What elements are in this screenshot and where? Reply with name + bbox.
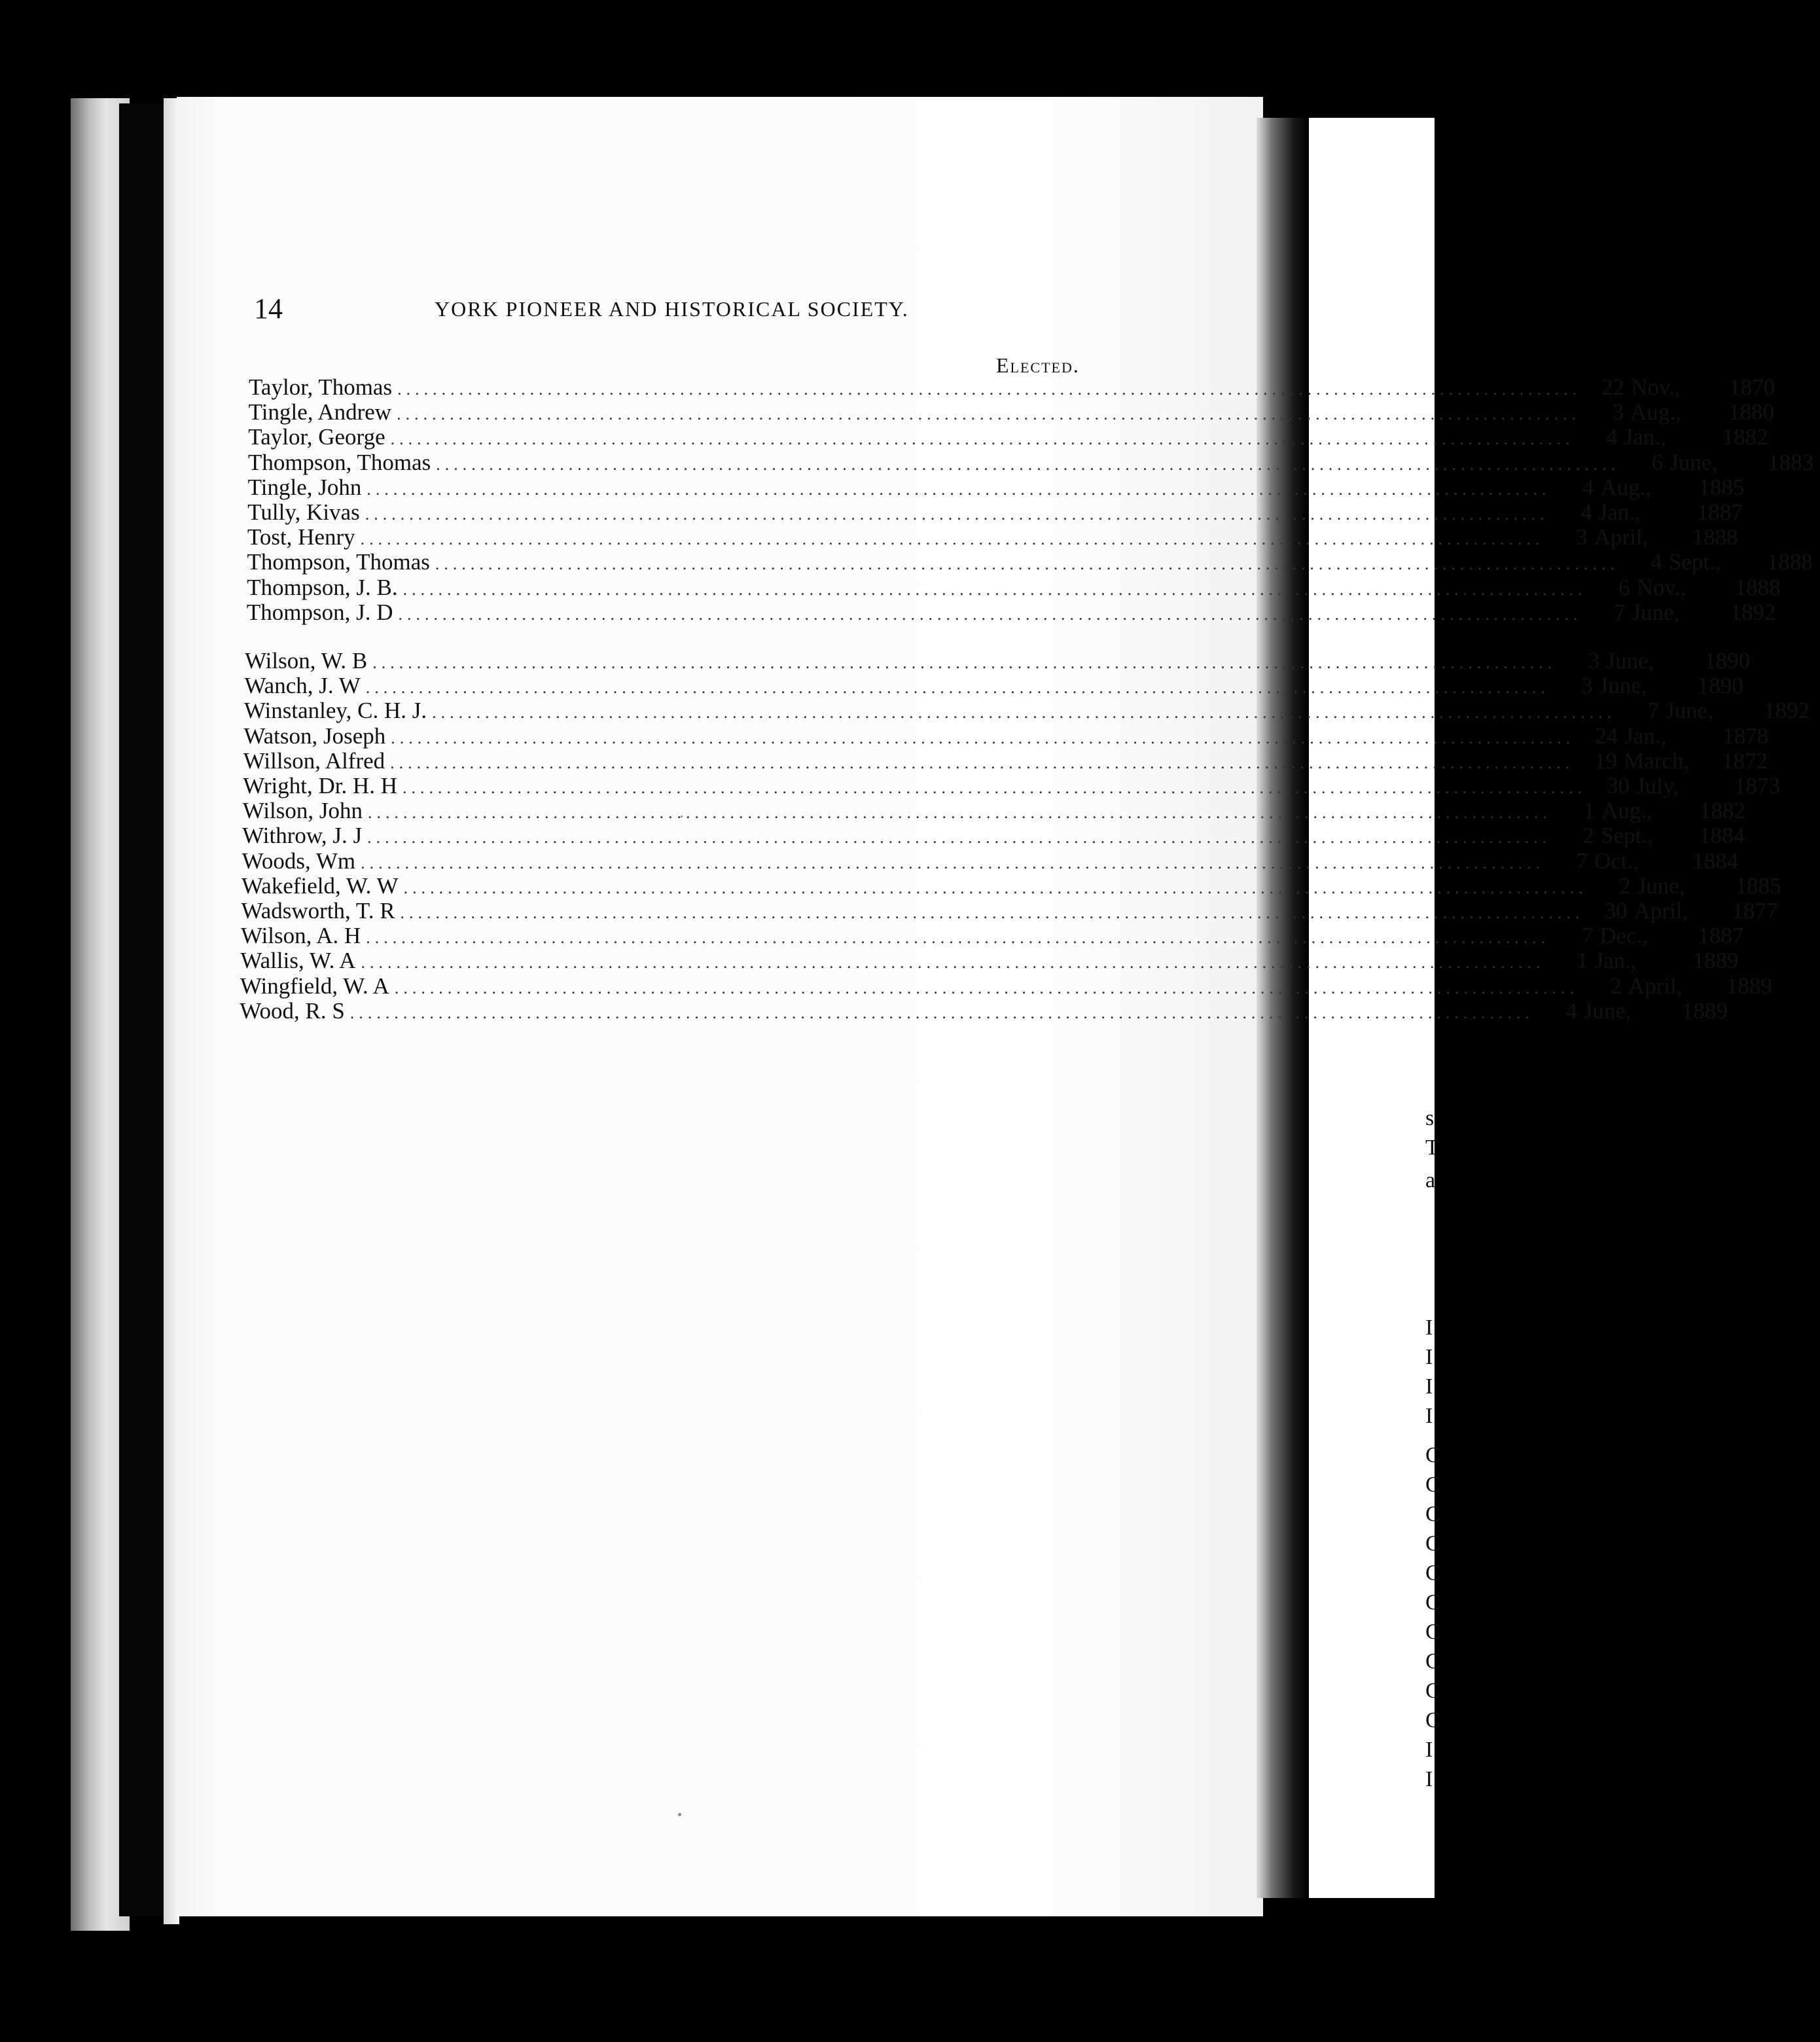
member-name: Wadsworth, T. R xyxy=(241,898,395,923)
elected-year: 1884 xyxy=(1692,848,1739,874)
leader-dots xyxy=(361,953,1544,973)
elected-day: 3 xyxy=(1612,399,1624,425)
member-row xyxy=(247,574,1781,601)
elected-day: 4 xyxy=(1650,549,1662,575)
elected-year: 1888 xyxy=(1734,574,1781,600)
leader-dots xyxy=(403,580,1587,600)
elected-year: 1872 xyxy=(1722,747,1768,774)
member-row xyxy=(247,449,1814,476)
leader-dots xyxy=(372,653,1556,673)
elected-day: 3 xyxy=(1581,673,1593,699)
facing-page-letter: C xyxy=(1425,1443,1440,1467)
member-row xyxy=(246,599,1776,626)
member-name: Winstanley, C. H. J. xyxy=(243,698,427,724)
elected-day: 22 xyxy=(1601,374,1625,400)
leader-dots xyxy=(350,1003,1534,1023)
member-row xyxy=(241,872,1781,899)
leader-dots xyxy=(401,903,1584,923)
elected-year: 1873 xyxy=(1734,773,1781,798)
facing-page-letter: I xyxy=(1425,1345,1433,1369)
member-row xyxy=(248,424,1768,450)
elected-year: 1890 xyxy=(1704,648,1751,673)
member-name: Wilson, A. H xyxy=(240,923,361,949)
elected-day: 24 xyxy=(1595,723,1618,749)
member-row xyxy=(248,399,1775,425)
elected-month: Aug., xyxy=(1630,399,1681,425)
elected-day: 2 xyxy=(1582,823,1595,849)
elected-day: 6 xyxy=(1618,574,1630,600)
member-name: Thompson, Thomas xyxy=(247,449,431,475)
leader-dots xyxy=(366,678,1550,698)
leader-dots xyxy=(404,878,1588,898)
member-row xyxy=(243,773,1781,799)
leader-dots xyxy=(432,703,1616,723)
elected-day: 2 xyxy=(1610,973,1622,999)
member-name: Wilson, John xyxy=(242,798,363,824)
elected-year: 1878 xyxy=(1722,723,1769,749)
member-name: Wingfield, W. A xyxy=(240,973,389,999)
member-row xyxy=(243,723,1769,749)
elected-day: 2 xyxy=(1619,872,1631,899)
elected-month: Jan., xyxy=(1598,499,1641,525)
scan-speck xyxy=(681,815,683,817)
elected-day: 7 xyxy=(1581,923,1594,949)
elected-month: Jan., xyxy=(1624,424,1666,450)
member-row xyxy=(245,648,1751,674)
elected-day: 7 xyxy=(1647,698,1660,724)
member-row xyxy=(247,524,1738,550)
member-name: Willson, Alfred xyxy=(243,747,385,774)
member-row xyxy=(243,747,1768,774)
leader-dots xyxy=(367,828,1551,848)
facing-page-letter: C xyxy=(1425,1502,1440,1526)
member-name: Tost, Henry xyxy=(247,524,355,550)
member-row xyxy=(247,499,1743,526)
member-row xyxy=(241,898,1778,924)
elected-year: 1889 xyxy=(1692,948,1739,974)
elected-month: Oct., xyxy=(1594,848,1639,874)
elected-month: Nov., xyxy=(1636,574,1686,600)
elected-day: 3 xyxy=(1588,648,1600,673)
facing-page-letter: C xyxy=(1425,1561,1440,1585)
elected-year: 1889 xyxy=(1681,997,1728,1024)
running-title: YORK PIONEER AND HISTORICAL SOCIETY. xyxy=(435,297,909,321)
member-name: Wallis, W. A xyxy=(240,948,356,974)
member-row xyxy=(240,997,1728,1024)
leader-dots xyxy=(435,554,1619,574)
elected-month: Sept., xyxy=(1601,823,1653,849)
elected-month: June, xyxy=(1599,673,1647,699)
elected-day: 1 xyxy=(1583,798,1596,824)
leader-dots xyxy=(366,928,1550,948)
member-row xyxy=(243,698,1810,724)
elected-year: 1888 xyxy=(1692,524,1738,550)
page-number: 14 xyxy=(254,293,283,325)
leader-dots xyxy=(391,429,1575,449)
elected-month: June, xyxy=(1606,648,1654,673)
member-row xyxy=(244,673,1743,699)
leader-dots xyxy=(402,778,1586,798)
elected-month: Aug., xyxy=(1601,798,1652,824)
member-row xyxy=(240,973,1772,999)
elected-year: 1882 xyxy=(1700,798,1746,824)
elected-month: April, xyxy=(1594,524,1649,550)
elected-day: 4 xyxy=(1565,997,1577,1024)
facing-page-letter: I xyxy=(1425,1404,1433,1428)
facing-page-letter: C xyxy=(1425,1590,1440,1615)
member-name: Taylor, George xyxy=(248,424,385,450)
facing-page-letter: I xyxy=(1425,1767,1433,1791)
member-name: Wright, Dr. H. H xyxy=(243,773,398,798)
member-row xyxy=(247,474,1745,501)
member-row xyxy=(240,948,1739,974)
elected-year: 1887 xyxy=(1696,499,1743,525)
facing-page-letter: C xyxy=(1425,1679,1440,1703)
elected-month: June, xyxy=(1666,698,1714,724)
leader-dots xyxy=(395,978,1579,998)
member-row xyxy=(241,848,1739,874)
elected-month: June, xyxy=(1637,872,1685,899)
page-header xyxy=(254,292,1151,331)
facing-page-letter: C xyxy=(1425,1473,1440,1497)
facing-page-letter: C xyxy=(1425,1649,1440,1674)
facing-page-letter: I xyxy=(1425,1738,1433,1762)
member-row xyxy=(242,798,1746,824)
leader-dots xyxy=(366,480,1550,499)
elected-month: Aug., xyxy=(1600,474,1652,500)
elected-month: April, xyxy=(1633,898,1688,923)
member-row xyxy=(249,374,1775,401)
facing-page-letter: I xyxy=(1425,1316,1433,1340)
facing-page-letter: C xyxy=(1425,1620,1440,1644)
elected-day: 30 xyxy=(1604,898,1628,923)
elected-month: July, xyxy=(1636,773,1679,798)
facing-page-letter: T xyxy=(1425,1136,1439,1160)
member-name: Thompson, J. B. xyxy=(247,574,398,600)
elected-year: 1888 xyxy=(1766,549,1813,575)
leader-dots xyxy=(391,728,1575,748)
elected-month: June, xyxy=(1632,599,1680,625)
elected-month: Nov., xyxy=(1631,374,1681,400)
leader-dots xyxy=(398,605,1582,624)
member-row xyxy=(240,923,1744,949)
member-name: Wilson, W. B xyxy=(245,648,368,673)
elected-year: 1890 xyxy=(1697,673,1743,699)
member-row xyxy=(247,549,1813,575)
leader-dots xyxy=(397,380,1581,399)
member-name: Wood, R. S xyxy=(240,997,345,1024)
leader-dots xyxy=(390,753,1574,773)
elected-year: 1889 xyxy=(1726,973,1772,999)
elected-year: 1870 xyxy=(1729,374,1775,400)
facing-page-letter: I xyxy=(1425,1374,1433,1399)
member-name: Taylor, Thomas xyxy=(249,374,393,400)
elected-column-heading: Elected. xyxy=(996,353,1080,377)
leader-dots xyxy=(361,853,1544,873)
facing-page-letter: a xyxy=(1425,1168,1436,1192)
member-name: Watson, Joseph xyxy=(243,723,386,749)
elected-year: 1892 xyxy=(1730,599,1776,625)
leader-dots xyxy=(361,529,1544,549)
elected-day: 1 xyxy=(1576,948,1588,974)
elected-day: 4 xyxy=(1580,499,1592,525)
elected-year: 1892 xyxy=(1764,698,1810,724)
elected-day: 7 xyxy=(1613,599,1626,625)
elected-month: June, xyxy=(1669,449,1718,475)
elected-month: March, xyxy=(1624,747,1690,774)
elected-day: 4 xyxy=(1582,474,1594,500)
member-name: Tingle, Andrew xyxy=(248,399,392,425)
member-name: Withrow, J. J xyxy=(242,823,363,849)
facing-page-letter: s xyxy=(1425,1106,1435,1130)
elected-day: 19 xyxy=(1594,747,1618,774)
elected-month: June, xyxy=(1583,997,1632,1024)
member-name: Thompson, J. D xyxy=(246,599,393,625)
elected-year: 1877 xyxy=(1732,898,1778,923)
elected-day: 3 xyxy=(1576,524,1588,550)
leader-dots xyxy=(436,455,1620,475)
member-name: Wakefield, W. W xyxy=(241,872,399,899)
facing-page-letter: C xyxy=(1425,1532,1440,1556)
member-name: Thompson, Thomas xyxy=(247,549,430,575)
elected-year: 1887 xyxy=(1698,923,1744,949)
elected-year: 1882 xyxy=(1722,424,1768,450)
leader-dots xyxy=(397,404,1580,424)
elected-month: Sept., xyxy=(1668,549,1721,575)
member-name: Woods, Wm xyxy=(241,848,356,874)
elected-year: 1880 xyxy=(1728,399,1775,425)
elected-year: 1883 xyxy=(1768,449,1814,475)
elected-day: 7 xyxy=(1576,848,1588,874)
elected-month: Dec., xyxy=(1599,923,1649,949)
member-name: Tully, Kivas xyxy=(247,499,360,525)
elected-month: April, xyxy=(1628,973,1683,999)
elected-year: 1885 xyxy=(1698,474,1745,500)
leader-dots xyxy=(368,803,1552,823)
elected-month: Jan., xyxy=(1624,723,1667,749)
leader-dots xyxy=(365,505,1549,524)
member-name: Wanch, J. W xyxy=(244,673,361,699)
elected-day: 4 xyxy=(1606,424,1618,450)
elected-year: 1885 xyxy=(1735,872,1781,899)
member-name: Tingle, John xyxy=(247,474,362,500)
elected-day: 6 xyxy=(1651,449,1664,475)
book-binding xyxy=(119,103,166,1916)
facing-page-letter: C xyxy=(1425,1708,1440,1732)
elected-year: 1884 xyxy=(1699,823,1745,849)
member-row xyxy=(242,823,1745,849)
elected-month: Jan., xyxy=(1594,948,1637,974)
scan-speck xyxy=(678,1813,681,1816)
elected-day: 30 xyxy=(1607,773,1630,798)
